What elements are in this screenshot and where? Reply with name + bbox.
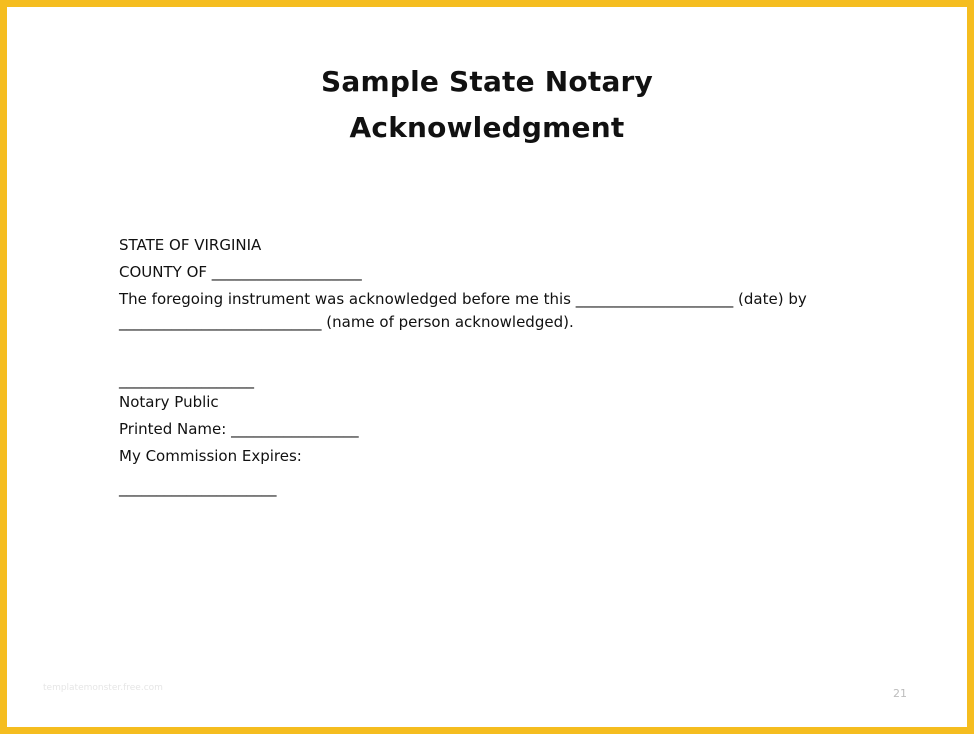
state-line: STATE OF VIRGINIA xyxy=(119,236,262,254)
printed-name-line: Printed Name: _________________ xyxy=(119,420,359,438)
signature-blank: __________________ xyxy=(119,371,254,389)
acknowledgment-text-line-2: ___________________________ (name of person acknowledged). xyxy=(119,313,574,331)
document-title-line-2: Acknowledgment xyxy=(349,111,625,144)
page-number: 21 xyxy=(893,687,907,700)
footer-watermark-url: templatemonster.free.com xyxy=(43,683,163,693)
commission-expires-label: My Commission Expires: xyxy=(119,447,302,465)
document-title-line-1: Sample State Notary xyxy=(321,65,653,98)
commission-expires-blank: _____________________ xyxy=(119,479,277,497)
acknowledgment-text-line-1: The foregoing instrument was acknowledged before me this _____________________ (date) by xyxy=(119,290,807,308)
notary-public-label: Notary Public xyxy=(119,393,219,411)
county-line: COUNTY OF ____________________ xyxy=(119,263,362,281)
